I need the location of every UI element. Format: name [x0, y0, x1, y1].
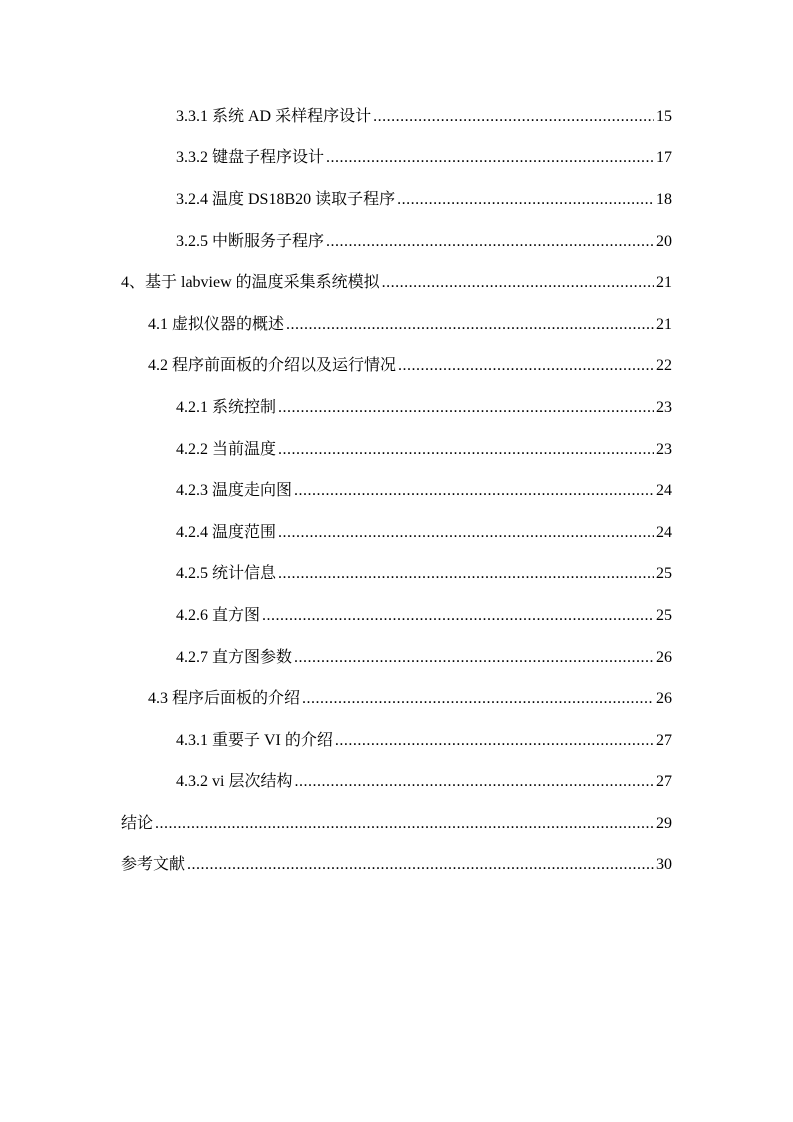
toc-entry-page: 22 [656, 357, 672, 375]
toc-entry-title: 4.2.3 温度走向图 [176, 482, 293, 500]
toc-entry-conclusion[interactable] [0, 803, 793, 845]
toc-entry-title: 4、基于 labview 的温度采集系统模拟 [121, 274, 380, 292]
toc-dot-leader [262, 606, 654, 626]
toc-dot-leader [278, 564, 654, 584]
table-of-contents [0, 96, 793, 886]
toc-entry-3-2-5[interactable] [0, 221, 793, 263]
toc-entry-page: 27 [656, 773, 672, 791]
toc-entry-title: 3.3.1 系统 AD 采样程序设计 [176, 107, 372, 125]
toc-entry-title: 4.2.6 直方图 [176, 606, 261, 624]
toc-entry-page: 29 [656, 814, 672, 832]
toc-entry-title: 4.2.4 温度范围 [176, 523, 277, 541]
toc-dot-leader [302, 689, 654, 709]
toc-entry-4[interactable] [0, 262, 793, 304]
toc-entry-title: 4.2.7 直方图参数 [176, 648, 293, 666]
toc-entry-page: 18 [656, 190, 672, 208]
toc-entry-title: 3.2.5 中断服务子程序 [176, 232, 325, 250]
toc-entry-references[interactable] [0, 845, 793, 887]
toc-entry-page: 25 [656, 565, 672, 583]
toc-dot-leader [187, 855, 654, 875]
toc-entry-title: 4.2 程序前面板的介绍以及运行情况 [148, 357, 397, 375]
toc-entry-page: 21 [656, 274, 672, 292]
toc-dot-leader [335, 731, 654, 751]
toc-entry-title: 4.3.1 重要子 VI 的介绍 [176, 731, 333, 749]
toc-entry-4-3-2[interactable] [0, 762, 793, 804]
toc-entry-page: 24 [656, 482, 672, 500]
toc-entry-title: 4.1 虚拟仪器的概述 [148, 315, 285, 333]
toc-entry-page: 23 [656, 440, 672, 458]
toc-entry-4-2-6[interactable] [0, 595, 793, 637]
toc-entry-page: 26 [656, 648, 672, 666]
toc-dot-leader [278, 523, 654, 543]
toc-entry-3-3-2[interactable] [0, 138, 793, 180]
toc-dot-leader [294, 772, 654, 792]
toc-entry-title: 4.2.1 系统控制 [176, 398, 277, 416]
toc-entry-page: 21 [656, 315, 672, 333]
toc-entry-page: 26 [656, 690, 672, 708]
toc-entry-4-3-1[interactable] [0, 720, 793, 762]
toc-entry-title: 3.3.2 键盘子程序设计 [176, 149, 325, 167]
toc-entry-4-2-1[interactable] [0, 387, 793, 429]
toc-entry-title: 4.3 程序后面板的介绍 [148, 690, 301, 708]
toc-entry-page: 27 [656, 731, 672, 749]
toc-entry-page: 23 [656, 398, 672, 416]
toc-entry-4-1[interactable] [0, 304, 793, 346]
toc-entry-3-2-4[interactable] [0, 179, 793, 221]
toc-entry-page: 24 [656, 523, 672, 541]
toc-entry-4-2-5[interactable] [0, 554, 793, 596]
toc-entry-title: 4.2.2 当前温度 [176, 440, 277, 458]
toc-entry-4-2-2[interactable] [0, 429, 793, 471]
toc-entry-page: 25 [656, 606, 672, 624]
toc-entry-title: 结论 [121, 814, 154, 832]
toc-dot-leader [286, 315, 654, 335]
toc-entry-page: 15 [656, 107, 672, 125]
toc-entry-title: 4.2.5 统计信息 [176, 565, 277, 583]
toc-entry-4-2[interactable] [0, 346, 793, 388]
toc-dot-leader [326, 232, 654, 252]
toc-dot-leader [155, 814, 654, 834]
toc-entry-page: 20 [656, 232, 672, 250]
toc-entry-title: 3.2.4 温度 DS18B20 读取子程序 [176, 190, 396, 208]
toc-entry-4-2-7[interactable] [0, 637, 793, 679]
toc-dot-leader [294, 481, 654, 501]
toc-entry-4-3[interactable] [0, 678, 793, 720]
toc-dot-leader [382, 273, 654, 293]
toc-dot-leader [373, 107, 654, 127]
toc-dot-leader [326, 148, 654, 168]
toc-entry-page: 30 [656, 856, 672, 874]
toc-dot-leader [294, 648, 654, 668]
toc-entry-4-2-4[interactable] [0, 512, 793, 554]
toc-entry-page: 17 [656, 149, 672, 167]
toc-entry-4-2-3[interactable] [0, 470, 793, 512]
toc-entry-title: 4.3.2 vi 层次结构 [176, 773, 293, 791]
toc-dot-leader [278, 398, 654, 418]
toc-entry-title: 参考文献 [121, 856, 186, 874]
toc-dot-leader [398, 356, 654, 376]
toc-dot-leader [278, 440, 654, 460]
toc-entry-3-3-1[interactable] [0, 96, 793, 138]
toc-dot-leader [397, 190, 654, 210]
